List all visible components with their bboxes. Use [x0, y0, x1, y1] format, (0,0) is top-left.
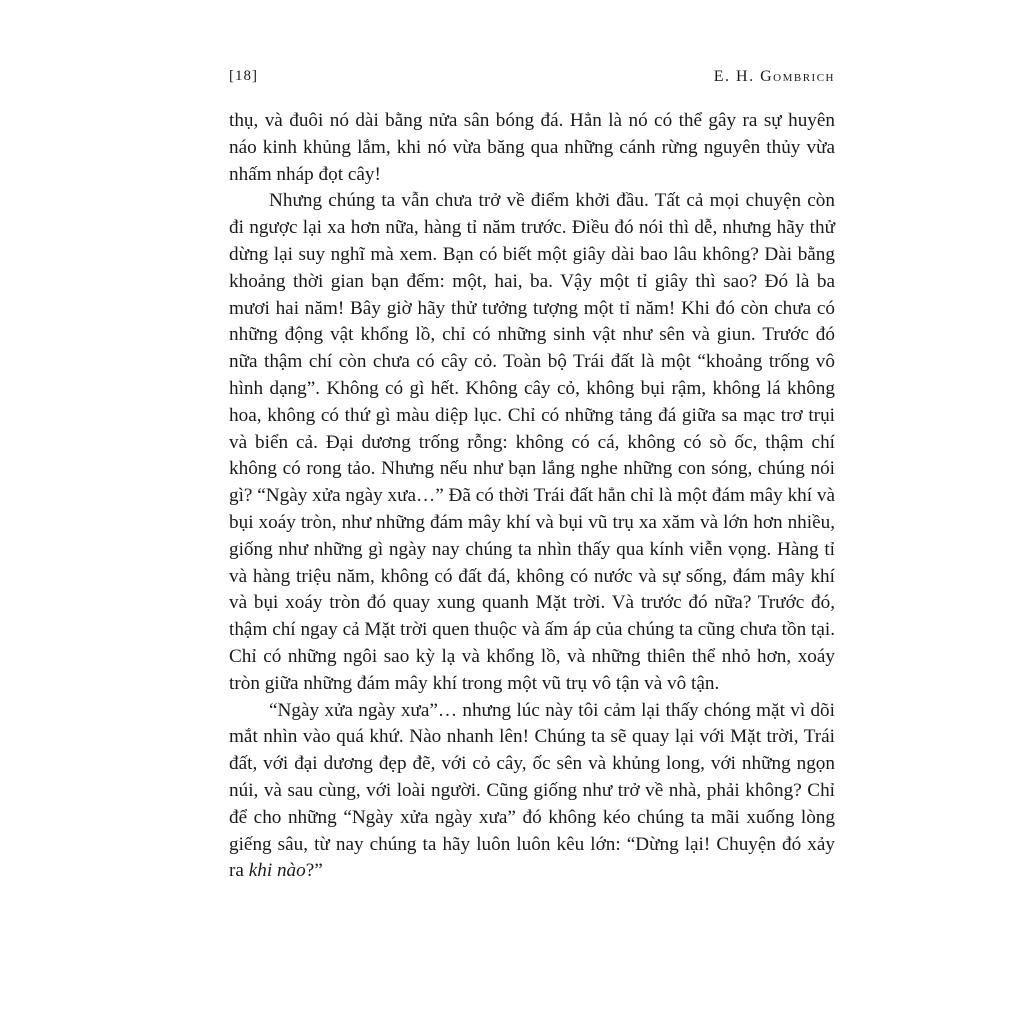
paragraph-3-text: “Ngày xửa ngày xưa”… nhưng lúc này tôi cảm lại thấy chóng mặt vì dõi mắt nhìn vào quá khứ. Nào nhanh lên! Chúng ta sẽ quay lại với Mặt trời, Trái đất, với đại dương đẹp đẽ, với cỏ cây, ốc sên và khủng long, với những ngọn núi, và sau cùng, với loài người. Cũng giống như trở về nhà, phải không? Chỉ để cho những “Ngày xửa ngày xưa” đó không kéo chúng ta mãi xuống lòng giếng sâu, từ nay chúng ta hãy luôn luôn kêu lớn: “Dừng lại! Chuyện đó xảy ra	[229, 699, 835, 882]
paragraph-3-italic: khi nào	[248, 860, 306, 882]
paragraph-2: Nhưng chúng ta vẫn chưa trở về điểm khởi đầu. Tất cả mọi chuyện còn đi ngược lại xa hơn nữa, hàng tỉ năm trước. Điều đó nói thì dễ, nhưng hãy thử dừng lại suy nghĩ mà xem. Bạn có biết một giây dài bao lâu không? Dài bằng khoảng thời gian bạn đếm: một, hai, ba. Vậy một tỉ giây thì sao? Đó là ba mươi hai năm! Bây giờ hãy thử tưởng tượng một tỉ năm! Khi đó còn chưa có những động vật khổng lồ, chỉ có những sinh vật như sên và giun. Trước đó nữa thậm chí còn chưa có cây cỏ. Toàn bộ Trái đất là một “khoảng trống vô hình dạng”. Không có gì hết. Không cây cỏ, không bụi rậm, không lá không hoa, không có thứ gì màu diệp lục. Chỉ có những tảng đá giữa sa mạc trơ trụi và biển cả. Đại dương trống rỗng: không có cá, không có sò ốc, thậm chí không có rong tảo. Nhưng nếu như bạn lắng nghe những con sóng, chúng nói gì? “Ngày xửa ngày xưa…” Đã có thời Trái đất hẳn chỉ là một đám mây khí và bụi xoáy tròn, như những đám mây khí và bụi vũ trụ xa xăm và lớn hơn nhiều, giống như những gì ngày nay chúng ta nhìn thấy qua kính viễn vọng. Hàng tỉ và hàng triệu năm, không có đất đá, không có nước và sự sống, đám mây khí và bụi xoáy tròn đó quay xung quanh Mặt trời. Và trước đó nữa? Trước đó, thậm chí ngay cả Mặt trời quen thuộc và ấm áp của chúng ta cũng chưa tồn tại. Chỉ có những ngôi sao kỳ lạ và khổng lồ, và những thiên thể nhỏ hơn, xoáy tròn giữa những đám mây khí trong một vũ trụ vô tận và vô tận.	[229, 190, 835, 694]
paragraph-1: thụ, và đuôi nó dài bằng nửa sân bóng đá. Hẳn là nó có thể gây ra sự huyên náo kinh khủng lắm, khi nó vừa băng qua những cánh rừng nguyên thủy vừa nhấm nháp đọt cây!	[229, 110, 835, 185]
running-head	[229, 68, 835, 90]
page-number: [18]	[229, 68, 258, 84]
paragraph-3-end: ?”	[305, 860, 323, 882]
paragraph-3	[229, 698, 835, 886]
body-text	[229, 108, 835, 885]
author-name: E. H. Gombrich	[713, 68, 835, 85]
